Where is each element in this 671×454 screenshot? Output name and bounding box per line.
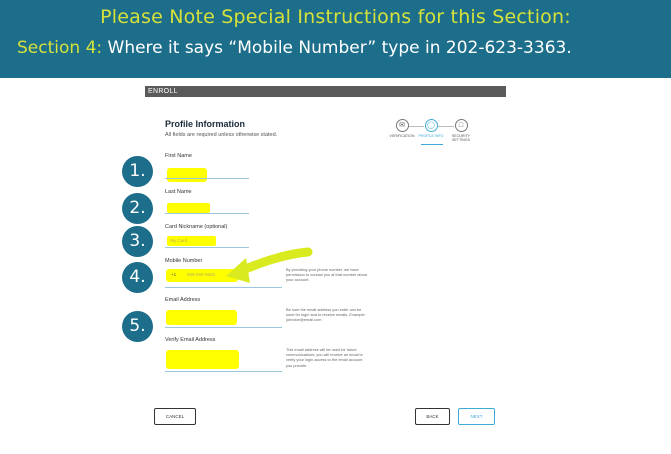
step-badge-5: 5. [122, 311, 153, 342]
instruction-text: Where it says “Mobile Number” type in 202-623-3363. [107, 38, 572, 58]
step-label: SECURITY SETTINGS [451, 134, 471, 142]
form-note: All fields are required unless otherwise stated. [165, 132, 278, 138]
mobile-number-label: Mobile Number [165, 258, 203, 264]
last-name-label: Last Name [165, 189, 192, 195]
next-button[interactable]: NEXT [458, 408, 495, 425]
cancel-button[interactable]: CANCEL [154, 408, 196, 425]
envelope-icon: ✉ [396, 119, 409, 132]
section-label: Section 4: [17, 38, 103, 58]
card-nickname-label: Card Nickname (optional) [165, 224, 228, 230]
step-label: PROFILE INFO [418, 134, 444, 138]
step-badge-2: 2. [122, 193, 153, 224]
lock-icon: □ [455, 119, 468, 132]
verify-email-help-text: This email address will be used for future communications; you will receive an email to verify your login access to the email account you provide. [286, 347, 363, 368]
verify-email-label: Verify Email Address [165, 337, 216, 343]
email-help-text: Be sure the email address you enter can be used for login and to receive emails. Example: johndoe@email.com [286, 307, 366, 323]
banner-title: Please Note Special Instructions for this Section: [100, 6, 571, 28]
page-title: Profile Information [165, 119, 246, 129]
person-icon: ◯ [425, 119, 438, 132]
email-label: Email Address [165, 297, 201, 303]
step-label: VERIFICATION [389, 134, 415, 138]
back-button[interactable]: BACK [415, 408, 450, 425]
step-badge-4: 4. [122, 262, 153, 293]
country-code: +1 [171, 272, 177, 277]
enroll-header: ENROLL [145, 86, 506, 97]
step-badge-1: 1. [122, 156, 153, 187]
mobile-placeholder: 555-555-5555 [187, 272, 216, 277]
step-badge-3: 3. [122, 226, 153, 257]
first-name-label: First Name [165, 153, 192, 159]
mobile-help-text: By providing your phone number, we have permission to contact you at that number about your account. [286, 267, 368, 283]
card-nickname-value: My Card [170, 238, 188, 243]
